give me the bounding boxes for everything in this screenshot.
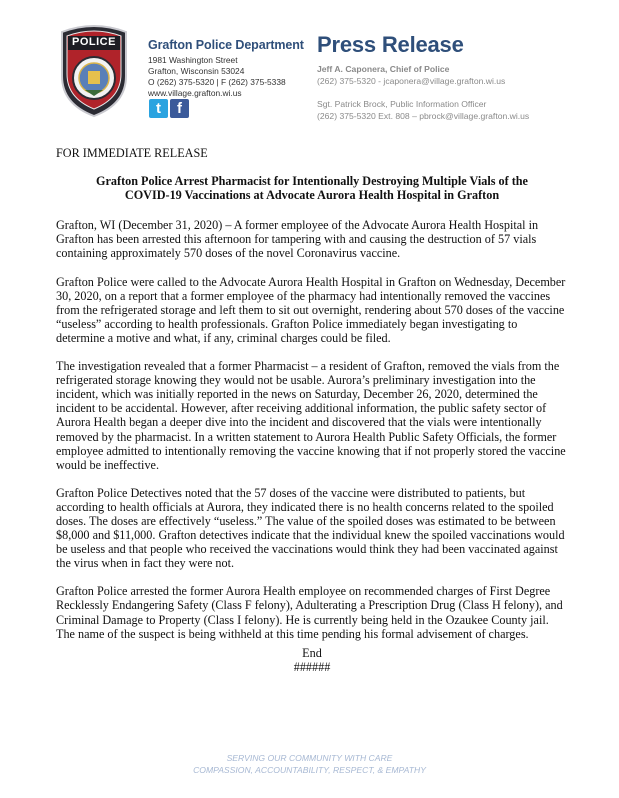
social-links (149, 99, 189, 118)
facebook-icon[interactable]: f (170, 99, 189, 118)
paragraph: Grafton Police Detectives noted that the 57 doses of the vaccine were distributed to patients, but according to health officials at Aurora, they indicated there is no health concerns related to the spoiled doses. The doses are effectively “useless.” The value of the spoiled doses was estimated to be between $8,000 and $11,000. Grafton detectives indicate that the individual knew the spoiled vaccinations would be useless and that people who received the vaccinations would think they had been vaccinated against the virus when in fact they were not. (56, 485, 565, 571)
chief-contact: (262) 375-5320 - jcaponera@village.grafton.wi.us (317, 75, 506, 86)
badge-text: POLICE (72, 36, 116, 48)
footer-line-1: SERVING OUR COMMUNITY WITH CARE (226, 753, 393, 763)
headline-line-1: Grafton Police Arrest Pharmacist for Intentionally Destroying Multiple Vials of the (96, 174, 528, 189)
address-line-2: Grafton, Wisconsin 53024 (148, 66, 245, 76)
headline (56, 174, 568, 202)
end-marker (56, 646, 568, 674)
end-marks: ###### (293, 659, 331, 674)
address-line-1: 1981 Washington Street (148, 55, 238, 65)
paragraph: Grafton, WI (December 31, 2020) – A former employee of the Advocate Aurora Health Hospital in Grafton has been arrested this afternoon for tampering with and causing the destruction of 57 vials containing approximately 570 doses of the novel Coronavirus vaccine. (56, 218, 539, 261)
immediate-release-label: FOR IMMEDIATE RELEASE (56, 146, 208, 160)
end-label: End (302, 645, 322, 660)
department-info (148, 38, 304, 99)
department-name: Grafton Police Department (148, 38, 304, 52)
website-link[interactable]: www.village.grafton.wi.us (148, 88, 242, 98)
paragraph: Grafton Police arrested the former Aurora Health employee on recommended charges of First Degree Recklessly Endangering Safety (Class F felony), Adulterating a Prescription Drug (Class H felony), and Criminal Damage to Property (Class I felony). He is currently being held in the Ozaukee County jail. The name of the suspect is being withheld at this time pending his formal advisement of charges. (56, 584, 563, 641)
police-badge-logo (58, 22, 130, 118)
chief-name: Jeff A. Caponera, Chief of Police (317, 64, 450, 74)
footer-motto (0, 752, 619, 776)
pio-name: Sgt. Patrick Brock, Public Information Officer (317, 99, 487, 109)
twitter-icon[interactable]: t (149, 99, 168, 118)
release-body (56, 146, 568, 674)
phone-fax: O (262) 375-5320 | F (262) 375-5338 (148, 77, 286, 87)
footer-line-2: COMPASSION, ACCOUNTABILITY, RESPECT, & EMPATHY (193, 765, 426, 775)
press-release-header (317, 32, 529, 122)
paragraph: The investigation revealed that a former Pharmacist – a resident of Grafton, removed the vials from the refrigerated storage knowing they would not be usable. Aurora’s preliminary investigation into the incident, which was initially reported in the news on Saturday, December 26, 2020, determined the incident to be accidental. However, after receiving additional information, the public safety sector of Aurora Health began a deeper dive into the incident and discovered that the vials were intentionally removed by the pharmacist. In a written statement to Aurora Health Public Safety Officials, the former employee admitted to intentionally removing the vaccine knowing that if not properly stored the vaccine would be ineffective. (56, 359, 566, 472)
headline-line-2: COVID-19 Vaccinations at Advocate Aurora Health Hospital in Grafton (124, 188, 500, 203)
press-release-title: Press Release (317, 32, 464, 57)
paragraph: Grafton Police were called to the Advocate Aurora Health Hospital in Grafton on Wednesday, December 30, 2020, on a report that a former employee of the pharmacy had intentionally removed the vaccines from the refrigerated storage and left them to sit out overnight, rendering about 570 doses of the vaccine “useless” according to health professionals. Grafton Police immediately began investigating to determine a motive and what, if any, criminal charges could be filed. (56, 274, 566, 345)
pio-contact: (262) 375-5320 Ext. 808 – pbrock@village.grafton.wi.us (317, 110, 530, 121)
